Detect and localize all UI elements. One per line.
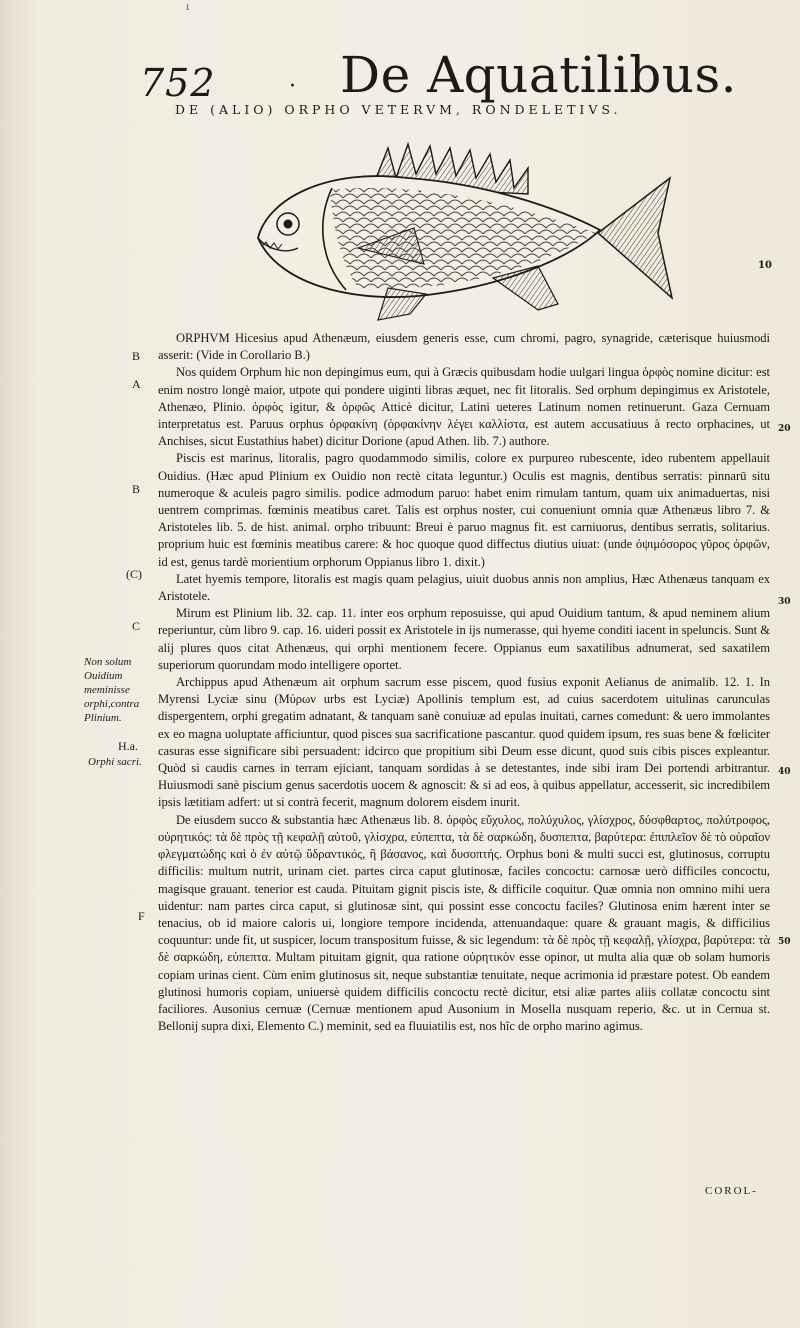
margin-letter: A	[132, 377, 141, 391]
chapter-subtitle: DE (ALIO) ORPHO VETERVM, RONDELETIVS.	[175, 102, 622, 117]
fish-woodcut-illustration	[238, 138, 678, 328]
line-number: 50	[778, 937, 791, 947]
margin-note: Non solum Ouidium meminisse orphi,contra Plinium.	[84, 656, 140, 724]
line-number: 30	[778, 597, 791, 607]
paragraph: Archippus apud Athenæum ait orphum sacrum esse piscem, quod fusius exponit Aelianus de animalib. 12. 1. In Myrensi Lyciæ sinu (Μύρων urbs est Lyciæ) Apollinis templum est, ad cuius sacerdotem uitulinas carunculas dispergentem, orphi gregatim adnatant, & tanquam sanè conuiuæ ad epulas inuitati, carnes comedunt: & uero immolantes ex eo magna uoluptate afficiuntur, quod pisces sua sacrificatione pascantur. quod quidem ipsum, res suas bene & fœliciter casuras esse significare sibi persuadent: idcirco que propitium sibi Deum esse dicunt, quod suis cibis pisces expleantur. Quòd si caudis carnes in terram ejiciant, tanquam sordidas à se detestantes, inde sibi iram Dei portendi arbitrantur. Huiusmodi sanè piscium genus sacerdotis uocem & agnoscit: & si ad eos, à quibus appellatur, accesserit, sic incredibilem ipsis lætitiam adfert: ut si contrà fecerit, magnum dolorem eisdem inurit.	[158, 675, 770, 810]
paragraph: Piscis est marinus, litoralis, pagro quodammodo similis, colore ex purpureo rubescente, ideo rubentem appellauit Ouidius. (Hæc apud Plinium ex Ouidio non rectè citata leguntur.) Oculis est magnis, dentibus serratis: pinnarū situ numeroque & aculeis pagro similis. podice admodum paruo: habet enim rimulam tantum, quam uix animaduertas, nisi uentrem comprimas. fœminis meatibus caret. Talis est orphus noster, cui conueniunt omnia quæ Athenæus libro 7. & Aristoteles lib. 5. de hist. animal. orpho tribuunt: Breui è paruo magnus fit. est carniuorus, dentibus serratis, solitarius. proprium huic est fœminis meatibus carere: & hoc quoque quod diffectus diutius uiuat: (unde ὀψιμόσορος γῦρος ὀρφῶν, id est, genus tardè morientium orphorum Oppianus libro 1. dixit.)	[158, 451, 770, 569]
page-number: 752	[140, 61, 216, 105]
margin-letter: H.a.	[118, 739, 138, 753]
line-number: 40	[778, 767, 791, 777]
margin-letter: B	[132, 349, 141, 363]
margin-note: Orphi sacri.	[88, 756, 142, 768]
paragraph: ORPHVM Hicesius apud Athenæum, eiusdem generis esse, cum chromi, pagro, synagride, cæterisque huiusmodi asserit: (Vide in Corollario B.)	[158, 331, 770, 363]
paragraph: Nos quidem Orphum hic non depingimus eum, qui à Græcis quibusdam hodie uulgari lingua ὀρφὸς nomine dicitur: est enim nostro longè maior, utpote qui pondere uiginti libras æquet, nec fit litoralis. Sed orphum depingimus ex Aristotele, Athenæo, Plinio. ὀρφὸς igitur, & ὀρφῶς Atticè dicitur, Latini ueteres Latinum nomen retinuerunt. Gaza Cernuam interpretatus est. Paruus orphus ὀρφακίνη (ὀρφακίνην λέγει καλλίστα, est autem accusatiuus à recto orphacines, ut Anchises, sicut Eustathius habet) dicitur Dorione (apud Athen. lib. 7.) authore.	[158, 365, 770, 449]
paragraph: De eiusdem succo & substantia hæc Athenæus lib. 8. ὀρφὸς εὔχυλος, πολύχυλος, γλίσχρος, δύσφθαρτος, πολύτροφος, οὐρητικός: τὰ δὲ πρὸς τῇ κεφαλῇ αὐτοῦ, γλίσχρα, εὐπεπτα, τὰ δὲ σαρκώδη, δυσπεπτα, βαρύτερα: ἐπιπλεῖον δὲ τὸ οὐραῖον φλεγματώδης καὶ ὁ ἐν αὐτῷ ὕδραντικός, ἢ βάσανος, καὶ δυσοπτής. Orphus boni & multi succi est, glutinosus, corruptu difficilis: multum nutrit, urinam ciet. partes circa caput glutinosæ, faciles concoctu: carnosæ uerò difficiles concoctu, magisque grauant. tenerior est cauda. Pituitam gignit piscis iste, & difficile coquitur. Quæ omnia non omnino mihi uera uidentur: nam partes circa caput, si glutinosæ sint, qui possint esse concoctu faciles? Glutinosa enim hærent inter se tenacius, ob id maiore caloris ui, longiore tempore incidenda, attenuandaque: quare & grauant magis, & difficilius coquuntur: unde fit, ut suspicer, locum transpositum fuisse, & sic legendum: τὰ δὲ πρὸς τῇ κεφαλῇ, γλίσχρα, βαρύτερα: τὰ δὲ σαρκώδη, εὐπεπτα. Multam pituitam gignit, qua ratione οὐρητικὸν esse opinor, ut multa alia quæ ob solam humoris copiam urinas cient. Cùm enim glutinosus sit, neque substantiæ tenuitate, neque acrimonia id præstare potest. Ob eandem glutinosi humoris copiam, uniuersè quidem difficilis concoctu rectè dicitur, etsi aliæ partes aliis collatæ concoctu sint faciliores. Ausonius cernuæ (Cernuæ mentionem apud Ausonium in Mosella nusquam reperio, &c. ut in Cernua st. Bellonij supra dixi, Elemento C.) meminit, sed ea fluuiatilis est, nos hîc de orpho marino agimus.	[158, 812, 770, 1034]
margin-letter: F	[138, 909, 145, 923]
paragraph: Mirum est Plinium lib. 32. cap. 11. inter eos orphum reposuisse, qui apud Ouidium tantum, & apud neminem alium reperiuntur, cùm libro 9. cap. 16. uideri possit ex Aristotele in ijs numerasse, qui hyeme conditi iacent in speluncis. Sunt & alij plures quos citat Athenæus, qui orphi mentionem fecere. Oppianus eum saxatilibus adnumerat, sed saxatilem superiorum quorundam modo intelligere oportet.	[158, 606, 770, 672]
line-number: 20	[778, 424, 791, 434]
figure-line-marker: 10	[758, 260, 772, 271]
margin-letter: B	[132, 482, 141, 496]
margin-letter: C	[132, 619, 141, 633]
body-text	[158, 330, 770, 1035]
paragraph: Latet hyemis tempore, litoralis est magis quam pelagius, uiuit duobus annis non amplius, Hæc Athenæus tanquam ex Aristotele.	[158, 571, 770, 604]
header-separator: ·	[289, 74, 296, 99]
page-tick-mark: ı	[186, 2, 190, 13]
running-head-title: De Aquatilibus.	[340, 46, 738, 104]
catchword: COROL-	[705, 1185, 758, 1197]
margin-letter: (C)	[126, 567, 142, 581]
